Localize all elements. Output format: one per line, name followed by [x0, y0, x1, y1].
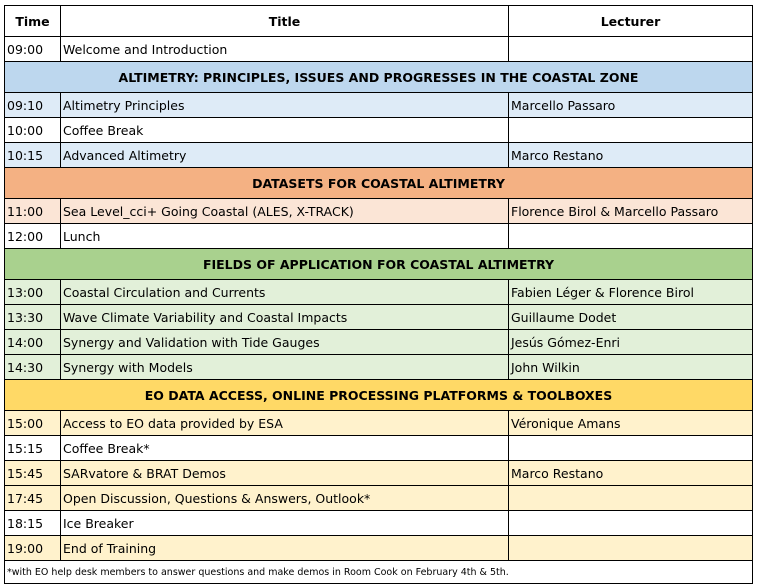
session-time: 18:15: [5, 511, 61, 536]
schedule-body: [5, 37, 753, 561]
session-row: [5, 355, 753, 380]
session-row: [5, 436, 753, 461]
session-title: Coffee Break*: [61, 436, 509, 461]
session-lecturer: [509, 37, 753, 62]
session-time: 11:00: [5, 199, 61, 224]
section-title: EO DATA ACCESS, ONLINE PROCESSING PLATFORMS & TOOLBOXES: [5, 380, 753, 411]
session-row: [5, 330, 753, 355]
session-time: 10:00: [5, 118, 61, 143]
session-time: 14:00: [5, 330, 61, 355]
session-lecturer: [509, 436, 753, 461]
session-lecturer: Marco Restano: [509, 461, 753, 486]
session-row: [5, 37, 753, 62]
session-time: 15:15: [5, 436, 61, 461]
session-title: Wave Climate Variability and Coastal Impacts: [61, 305, 509, 330]
session-title: Coffee Break: [61, 118, 509, 143]
session-time: 15:45: [5, 461, 61, 486]
session-lecturer: Véronique Amans: [509, 411, 753, 436]
session-lecturer: Marco Restano: [509, 143, 753, 168]
session-title: Access to EO data provided by ESA: [61, 411, 509, 436]
session-title: End of Training: [61, 536, 509, 561]
session-time: 09:00: [5, 37, 61, 62]
header-row: [5, 6, 753, 37]
session-title: Sea Level_cci+ Going Coastal (ALES, X-TRACK): [61, 199, 509, 224]
lecturer-header: Lecturer: [509, 6, 753, 37]
session-row: [5, 486, 753, 511]
session-title: Ice Breaker: [61, 511, 509, 536]
footnote-row: [5, 561, 753, 584]
session-lecturer: [509, 118, 753, 143]
schedule-table: [4, 5, 753, 584]
session-lecturer: [509, 486, 753, 511]
session-row: [5, 199, 753, 224]
session-row: [5, 461, 753, 486]
session-time: 13:00: [5, 280, 61, 305]
session-row: [5, 280, 753, 305]
session-time: 19:00: [5, 536, 61, 561]
session-lecturer: [509, 224, 753, 249]
session-row: [5, 305, 753, 330]
session-row: [5, 93, 753, 118]
session-time: 09:10: [5, 93, 61, 118]
session-row: [5, 143, 753, 168]
session-title: Synergy with Models: [61, 355, 509, 380]
session-title: SARvatore & BRAT Demos: [61, 461, 509, 486]
session-time: 15:00: [5, 411, 61, 436]
session-lecturer: Fabien Léger & Florence Birol: [509, 280, 753, 305]
session-lecturer: [509, 511, 753, 536]
session-title: Synergy and Validation with Tide Gauges: [61, 330, 509, 355]
title-header: Title: [61, 6, 509, 37]
section-title: ALTIMETRY: PRINCIPLES, ISSUES AND PROGRESSES IN THE COASTAL ZONE: [5, 62, 753, 93]
section-header-row: [5, 168, 753, 199]
session-title: Open Discussion, Questions & Answers, Outlook*: [61, 486, 509, 511]
session-time: 10:15: [5, 143, 61, 168]
session-time: 13:30: [5, 305, 61, 330]
session-lecturer: Jesús Gómez-Enri: [509, 330, 753, 355]
session-lecturer: [509, 536, 753, 561]
session-row: [5, 536, 753, 561]
session-title: Advanced Altimetry: [61, 143, 509, 168]
session-title: Coastal Circulation and Currents: [61, 280, 509, 305]
session-row: [5, 224, 753, 249]
session-lecturer: John Wilkin: [509, 355, 753, 380]
section-header-row: [5, 380, 753, 411]
section-title: FIELDS OF APPLICATION FOR COASTAL ALTIMETRY: [5, 249, 753, 280]
session-time: 12:00: [5, 224, 61, 249]
session-row: [5, 511, 753, 536]
session-time: 17:45: [5, 486, 61, 511]
session-title: Welcome and Introduction: [61, 37, 509, 62]
session-row: [5, 411, 753, 436]
footnote: *with EO help desk members to answer questions and make demos in Room Cook on February 4th & 5th.: [5, 561, 753, 584]
session-row: [5, 118, 753, 143]
session-time: 14:30: [5, 355, 61, 380]
session-lecturer: Marcello Passaro: [509, 93, 753, 118]
session-lecturer: Guillaume Dodet: [509, 305, 753, 330]
section-header-row: [5, 249, 753, 280]
session-title: Lunch: [61, 224, 509, 249]
section-header-row: [5, 62, 753, 93]
time-header: Time: [5, 6, 61, 37]
session-title: Altimetry Principles: [61, 93, 509, 118]
session-lecturer: Florence Birol & Marcello Passaro: [509, 199, 753, 224]
section-title: DATASETS FOR COASTAL ALTIMETRY: [5, 168, 753, 199]
